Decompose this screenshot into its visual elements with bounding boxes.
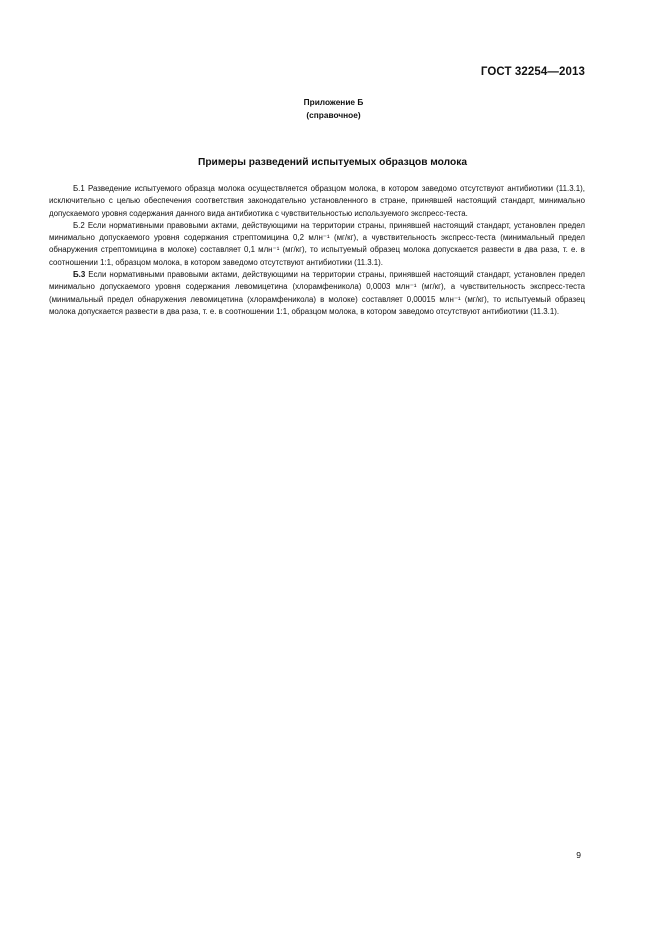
- paragraph-b3: [49, 269, 585, 318]
- body-text: [49, 183, 585, 318]
- appendix-heading: [0, 96, 661, 122]
- paragraph-label: Б.1: [73, 184, 85, 193]
- appendix-title: Приложение Б: [303, 97, 364, 107]
- paragraph-b1: [49, 183, 585, 220]
- paragraph-label: Б.2: [73, 220, 85, 230]
- appendix-note: (справочное): [306, 110, 361, 120]
- section-title: Примеры разведений испытуемых образцов молока: [198, 157, 467, 168]
- page-number: 9: [576, 850, 581, 860]
- paragraph-b2: [49, 220, 585, 269]
- paragraph-text: Разведение испытуемого образца молока осуществляется образцом молока, в котором заведомо отсутствуют антибиотики (11.3.1), исключительно с целью обеспечения соответствия законодательно установленного в стране, принявшей настоящий стандарт, минимально допускаемого уровня содержания данного вида антибиотика с чувствительностью используемого экспресс-теста.: [49, 184, 585, 218]
- paragraph-text: Если нормативными правовыми актами, действующими на территории страны, принявшей настоящий стандарт, установлен предел минимально допускаемого уровня содержания левомицетина (хлорамфеникола) 0,0003 млн⁻¹ (мг/кг), а чувствительность экспресс-теста (минимальный предел обнаружения левомицетина (хлорамфеникола) в молоке) составляет 0,00015 млн⁻¹ (мг/кг), то испытуемый образец молока допускается развести в два раза, т. е. в соотношении 1:1, образцом молока, в котором заведомо отсутствуют антибиотики (11.3.1).: [49, 270, 585, 316]
- paragraph-label: Б.3: [73, 270, 86, 280]
- document-code: ГОСТ 32254—2013: [480, 66, 585, 78]
- paragraph-text: Если нормативными правовыми актами, действующими на территории страны, принявшей настоящий стандарт, установлен предел минимально допускаемого уровня содержания стрептомицина 0,2 млн⁻¹ (мг/кг), а чувствительность экспресс-теста (минимальный предел обнаружения стрептомицина в молоке) составляет 0,1 млн⁻¹ (мг/кг), то испытуемый образец молока допускается развести в два раза, т. е. в соотношении 1:1, образцом молока, в котором заведомо отсутствуют антибиотики (11.3.1).: [49, 220, 585, 267]
